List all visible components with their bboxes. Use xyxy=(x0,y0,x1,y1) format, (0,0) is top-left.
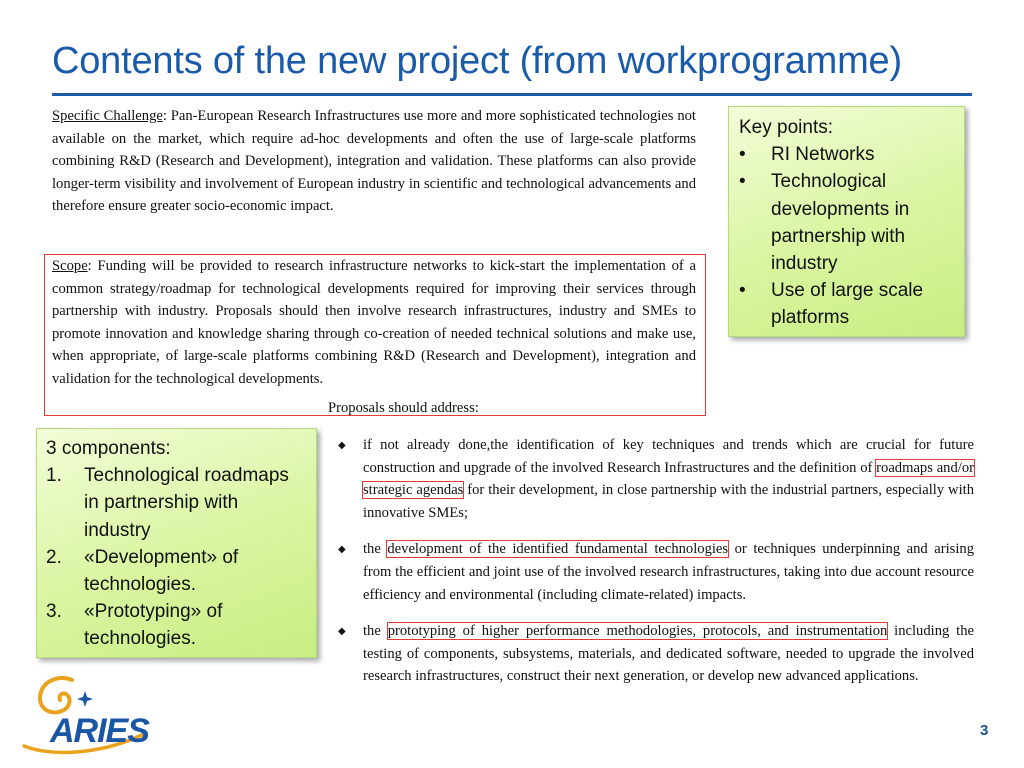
slide-title: Contents of the new project (from workprogramme) xyxy=(52,40,902,82)
aries-logo xyxy=(18,672,158,758)
logo-text: ARIES xyxy=(50,712,149,750)
scope-paragraph xyxy=(52,255,696,391)
component-text: Technological roadmaps in partnership with industry xyxy=(84,465,289,541)
bullet-icon: • xyxy=(739,280,746,302)
bullet-icon: • xyxy=(739,144,746,166)
specific-challenge-text: : Pan-European Research Infrastructures use more and more sophisticated technologies not available on the market, which require ad-hoc developments and often the use of large-scale platforms combining R&D (Research and Development), integration and validation. These platforms can also provide longer-term visibility and involvement of European industry in scientific and technological advancements and therefore ensure greater socio-economic impact. xyxy=(52,108,696,215)
proposals-address-list xyxy=(338,434,974,702)
diamond-bullet-icon: ◆ xyxy=(338,544,346,556)
component-number: 2. xyxy=(46,546,62,568)
specific-challenge-label: Specific Challenge xyxy=(52,108,163,124)
logo-star xyxy=(77,691,93,707)
diamond-bullet-icon: ◆ xyxy=(338,626,346,638)
title-divider xyxy=(52,93,972,96)
address-item-text xyxy=(363,620,974,688)
bullet-icon: • xyxy=(739,171,746,193)
address-item-text xyxy=(363,434,974,524)
component-number: 1. xyxy=(46,465,62,487)
page-number: 3 xyxy=(980,722,989,739)
address-item-pre: the xyxy=(363,541,388,558)
component-item xyxy=(46,462,308,544)
key-points-box xyxy=(728,106,965,337)
address-item-pre: the xyxy=(363,623,388,640)
key-points-heading: Key points: xyxy=(739,117,833,138)
proposals-address-label: Proposals should address: xyxy=(328,400,479,416)
key-point-item xyxy=(739,168,954,277)
address-item xyxy=(338,434,974,524)
component-number: 3. xyxy=(46,601,62,623)
address-item xyxy=(338,538,974,606)
highlighted-prototyping: prototyping of higher performance methodologies, protocols, and instrumentation xyxy=(387,623,888,640)
specific-challenge-paragraph xyxy=(52,105,696,218)
key-point-text: Technological developments in partnership with industry xyxy=(771,171,910,275)
key-point-text: Use of large scale platforms xyxy=(771,280,924,329)
address-item xyxy=(338,620,974,688)
component-item xyxy=(46,598,308,652)
key-point-item xyxy=(739,277,954,331)
component-item xyxy=(46,544,308,598)
diamond-bullet-icon: ◆ xyxy=(338,440,346,451)
address-item-pre: if not already done,the identification of key techniques and trends which are crucial for future construction and upgrade of the involved Research Infrastructures and the definition of xyxy=(363,437,974,476)
highlighted-roadmaps: roadmaps and/or strategic agendas xyxy=(363,459,974,499)
highlighted-development: development of the identified fundamental technologies xyxy=(387,541,729,558)
address-item-post: including the testing of components, subsystems, materials, and dedicated software, needed to upgrade the involved research infrastructures, construct their next generation, or develop new advanced applications. xyxy=(363,623,974,685)
address-item-post: or techniques underpinning and arising from the efficient and joint use of the involved research infrastructures, taking into due account resource efficiency and environmental (including climate-related) impacts. xyxy=(363,541,974,603)
address-item-text xyxy=(363,538,974,606)
address-item-post: for their development, in close partnership with the industrial partners, especially with innovative SMEs; xyxy=(363,482,974,521)
component-text: «Development» of technologies. xyxy=(84,546,239,596)
components-box xyxy=(36,428,317,658)
scope-text: : Funding will be provided to research infrastructure networks to kick-start the implementation of a common strategy/roadmap for technological developments required for improving their services through partnership with industry. Proposals should then involve research infrastructures, industry and SMEs to promote innovation and knowledge sharing through co-creation of needed technical solutions and make use, when appropriate, of large-scale platforms combining R&D (Research and Development), integration and validation for the technological developments. xyxy=(52,258,696,387)
components-heading: 3 components: xyxy=(46,438,171,459)
scope-label: Scope xyxy=(52,258,88,274)
key-point-item xyxy=(739,141,954,168)
logo-swirl xyxy=(40,678,72,712)
component-text: «Prototyping» of technologies. xyxy=(84,601,223,650)
key-point-text: RI Networks xyxy=(771,144,875,166)
